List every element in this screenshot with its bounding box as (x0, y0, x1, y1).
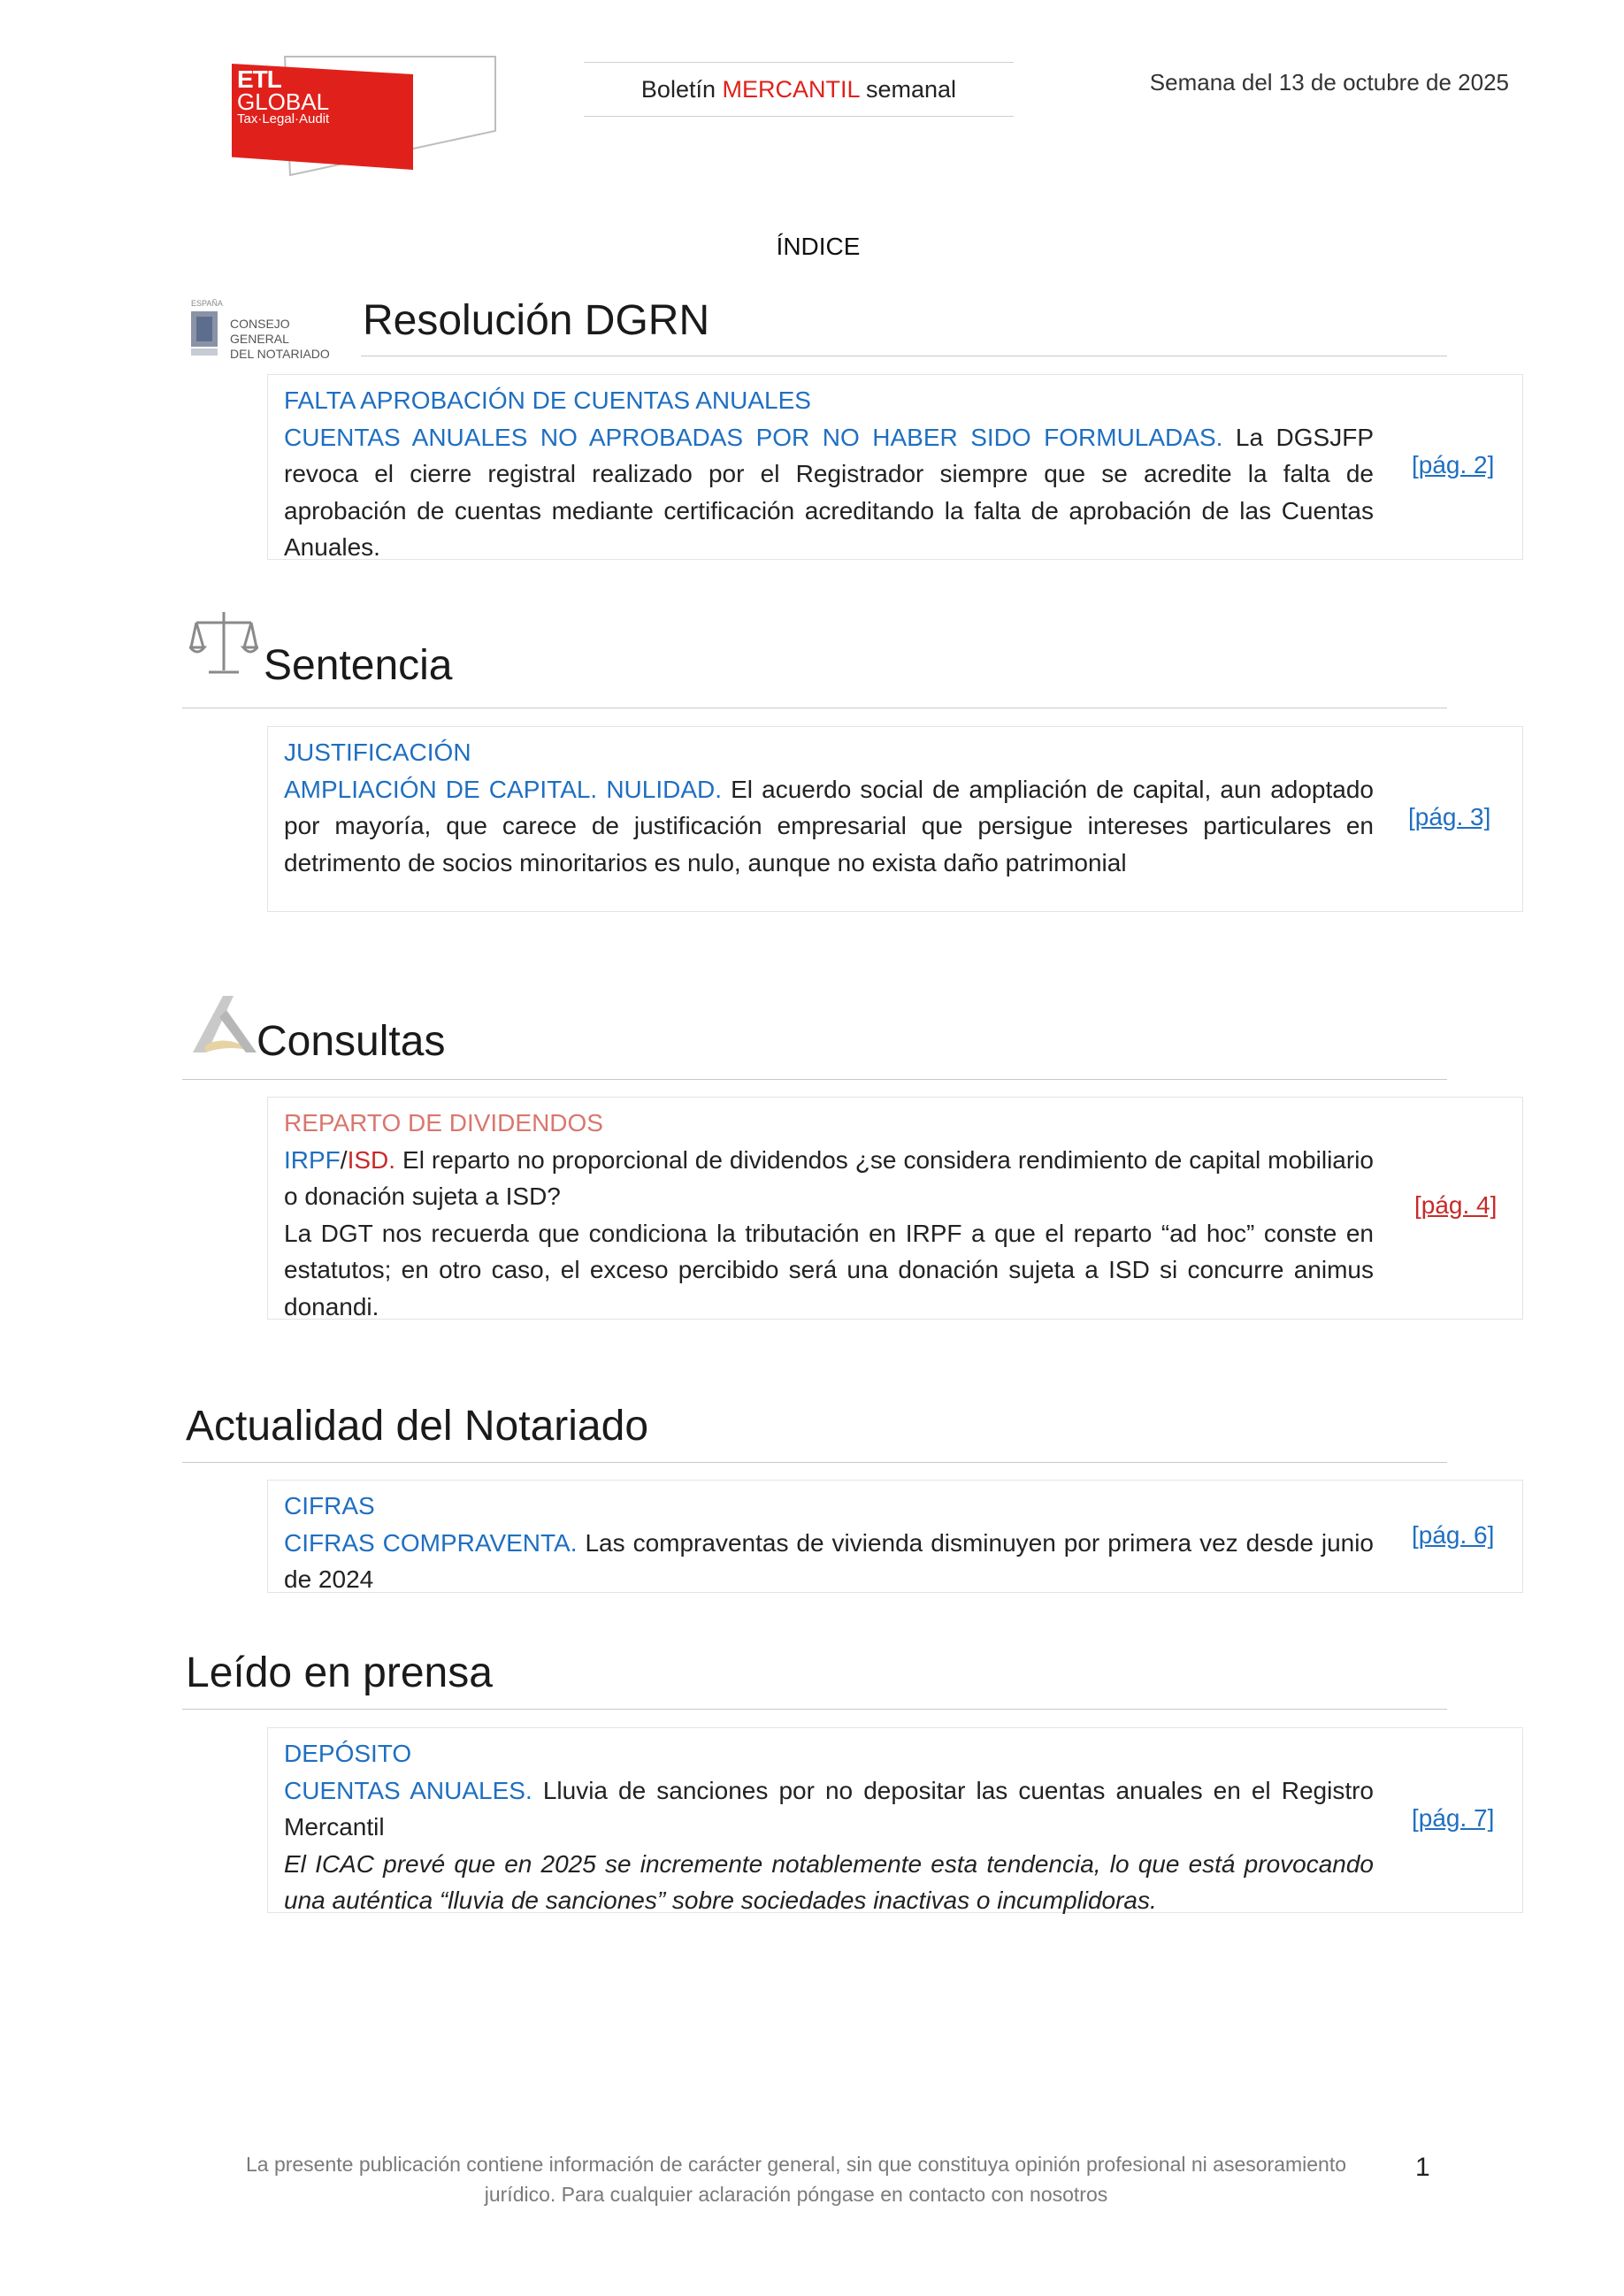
entry-heading: CUENTAS ANUALES NO APROBADAS POR NO HABER SIDO FORMULADAS. (284, 423, 1223, 451)
logo-text-etl: ETL (237, 65, 281, 93)
entry-body (284, 1488, 1374, 1598)
entry-category: REPARTO DE DIVIDENDOS (284, 1109, 603, 1137)
page-link-7[interactable]: [pág. 7] (1412, 1804, 1495, 1832)
entry-heading: CUENTAS ANUALES. (284, 1776, 532, 1804)
entry-card-prensa (267, 1727, 1523, 1913)
etl-global-logo (232, 55, 497, 179)
entry-category: DEPÓSITO (284, 1740, 412, 1767)
entry-body (284, 382, 1374, 566)
section-title-consultas: Consultas (257, 1018, 446, 1065)
entry-text-italic: El ICAC prevé que en 2025 se incremente notablemente esta tendencia, lo que está provocando una auténtica “lluvia de sanciones” sobre sociedades inactivas o incumplidoras. (284, 1849, 1374, 1914)
page-link-2[interactable]: [pág. 2] (1412, 451, 1495, 478)
section-title-dgrn: Resolución DGRN (363, 297, 710, 344)
entry-body (284, 1735, 1374, 1919)
page-link-6[interactable]: [pág. 6] (1412, 1521, 1495, 1549)
page-link-3[interactable]: [pág. 3] (1408, 803, 1491, 830)
page-number: 1 (1415, 2153, 1430, 2182)
entry-card-dgrn (267, 374, 1523, 560)
entry-heading: CIFRAS COMPRAVENTA. (284, 1528, 578, 1557)
notariado-logo-top: ESPAÑA (191, 299, 223, 308)
entry-category: FALTA APROBACIÓN DE CUENTAS ANUALES (284, 386, 811, 414)
logo-text-global: GLOBAL (237, 88, 330, 115)
section-title-sentencia: Sentencia (264, 642, 453, 689)
bulletin-suffix: semanal (859, 76, 957, 103)
entry-heading: AMPLIACIÓN DE CAPITAL. NULIDAD. (284, 775, 723, 803)
footer-disclaimer: La presente publicación contiene información de carácter general, sin que constituya opinión profesional ni asesoramiento jurídico. Para cualquier aclaración póngase en contacto con nosotros (245, 2153, 1347, 2206)
entry-text: Lluvia de sanciones por no depositar las cuentas anuales en el Registro Mercantil (284, 1776, 1374, 1841)
entry-heading-sep: / (340, 1145, 348, 1174)
bulletin-highlight: MERCANTIL (722, 76, 860, 103)
notariado-emblem-icon (188, 299, 223, 361)
entry-card-consultas (267, 1097, 1523, 1320)
entry-heading-irpf: IRPF (284, 1145, 341, 1174)
scales-of-justice-icon (189, 608, 258, 679)
notariado-logo-line1: CONSEJO GENERAL (230, 317, 290, 346)
entry-body (284, 1105, 1374, 1325)
week-date: Semana del 13 de octubre de 2025 (1149, 69, 1509, 96)
bulletin-title (584, 62, 1014, 117)
section-title-prensa: Leído en prensa (186, 1649, 493, 1696)
bulletin-prefix: Boletín (640, 76, 723, 103)
entry-text: El acuerdo social de ampliación de capital, aun adoptado por mayoría, que carece de justificación empresarial que persigue intereses particulares en detrimento de socios minoritarios es nulo, aunque no exista daño patrimonial (284, 775, 1374, 876)
entry-text-detail: La DGT nos recuerda que condiciona la tributación en IRPF a que el reparto “ad hoc” conste en estatutos; en otro caso, el exceso percibido será una donación sujeta a ISD si concurre animus donandi. (284, 1219, 1374, 1320)
entry-category: JUSTIFICACIÓN (284, 739, 471, 766)
index-title: ÍNDICE (776, 233, 861, 260)
page-link-4[interactable]: [pág. 4] (1414, 1191, 1498, 1219)
notariado-logo-text (230, 317, 342, 362)
logo-text-tagline: Tax·Legal·Audit (237, 111, 330, 126)
entry-card-notariado (267, 1480, 1523, 1593)
tax-agency-logo-icon (188, 991, 262, 1061)
section-divider (182, 1462, 1447, 1463)
entry-body (284, 734, 1374, 881)
entry-text: Las compraventas de vivienda disminuyen por primera vez desde junio de 2024 (284, 1528, 1375, 1593)
section-divider (182, 1709, 1447, 1710)
notariado-logo-line2: DEL NOTARIADO (230, 347, 330, 361)
entry-heading-isd: ISD. (347, 1145, 396, 1174)
entry-text: El reparto no proporcional de dividendos ¿se considera rendimiento de capital mobiliario o donación sujeta a ISD? (284, 1145, 1374, 1210)
section-title-notariado: Actualidad del Notariado (186, 1403, 649, 1450)
notariado-logo (188, 299, 342, 363)
entry-text: La DGSJFP revoca el cierre registral realizado por el Registrador siempre que se acredite la falta de aprobación de cuentas mediante certificación acreditando la falta de aprobación de las Cuentas Anuales. (284, 423, 1374, 561)
entry-category: CIFRAS (284, 1492, 375, 1519)
section-divider (182, 1079, 1447, 1080)
entry-card-sentencia (267, 726, 1523, 912)
